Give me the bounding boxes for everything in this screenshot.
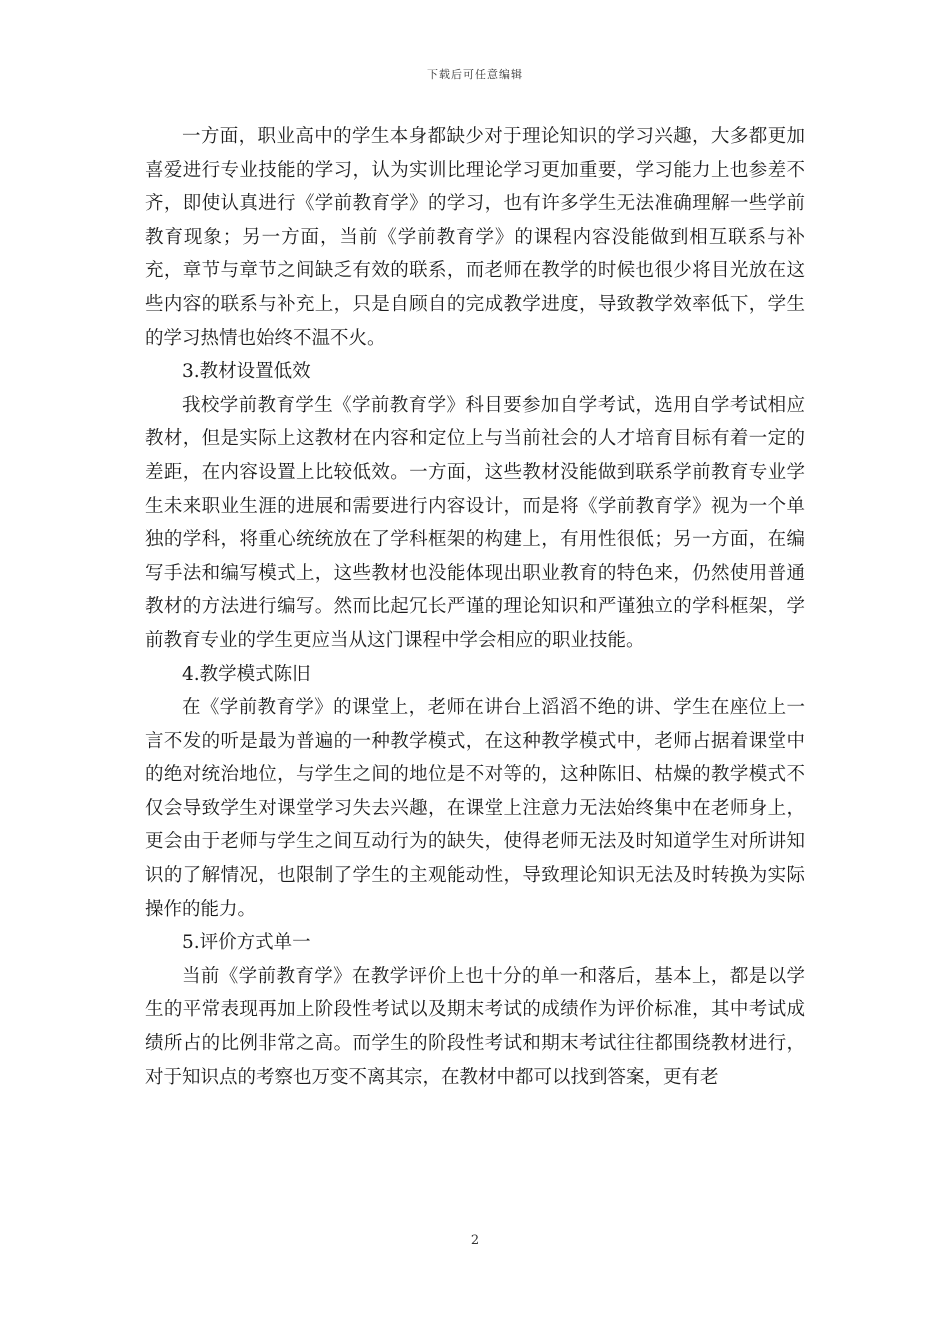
paragraph-4: 当前《学前教育学》在教学评价上也十分的单一和落后，基本上，都是以学生的平常表现再加上阶段性考试以及期末考试的成绩作为评价标准，其中考试成绩所占的比例非常之高。而学生的阶段性考试和期末考试往往都围绕教材进行，对于知识点的考察也万变不离其宗，在教材中都可以找到答案，更有老 xyxy=(145,965,805,1088)
paragraph-2: 我校学前教育学生《学前教育学》科目要参加自学考试，选用自学考试相应教材，但是实际上这教材在内容和定位上与当前社会的人才培育目标有着一定的差距，在内容设置上比较低效。一方面，这些教材没能做到联系学前教育专业学生未来职业生涯的进展和需要进行内容设计，而是将《学前教育学》视为一个单独的学科，将重心统统放在了学科框架的构建上，有用性很低；另一方面，在编写手法和编写模式上，这些教材也没能体现出职业教育的特色来，仍然使用普通教材的方法进行编写。然而比起冗长严谨的理论知识和严谨独立的学科框架，学前教育专业的学生更应当从这门课程中学会相应的职业技能。 xyxy=(145,394,805,651)
section-heading-5: 5.评价方式单一 xyxy=(182,932,311,954)
page-number: 2 xyxy=(470,1233,480,1248)
paragraph-3: 在《学前教育学》的课堂上，老师在讲台上滔滔不绝的讲、学生在座位上一言不发的听是最为普遍的一种教学模式，在这种教学模式中，老师占据着课堂中的绝对统治地位，与学生之间的地位是不对等的，这种陈旧、枯燥的教学模式不仅会导致学生对课堂学习失去兴趣，在课堂上注意力无法始终集中在老师身上，更会由于老师与学生之间互动行为的缺失，使得老师无法及时知道学生对所讲知识的了解情况，也限制了学生的主观能动性，导致理论知识无法及时转换为实际操作的能力。 xyxy=(145,697,805,920)
section-heading-3: 3.教材设置低效 xyxy=(182,361,311,383)
section-heading-4: 4.教学模式陈旧 xyxy=(182,663,311,685)
document-body xyxy=(145,120,805,1094)
header-note: 下载后可任意编辑 xyxy=(427,68,523,81)
paragraph-1: 一方面，职业高中的学生本身都缺少对于理论知识的学习兴趣，大多都更加喜爱进行专业技能的学习，认为实训比理论学习更加重要，学习能力上也参差不齐，即使认真进行《学前教育学》的学习，也有许多学生无法准确理解一些学前教育现象；另一方面，当前《学前教育学》的课程内容没能做到相互联系与补充，章节与章节之间缺乏有效的联系，而老师在教学的时候也很少将目光放在这些内容的联系与补充上，只是自顾自的完成教学进度，导致教学效率低下，学生的学习热情也始终不温不火。 xyxy=(145,126,805,349)
